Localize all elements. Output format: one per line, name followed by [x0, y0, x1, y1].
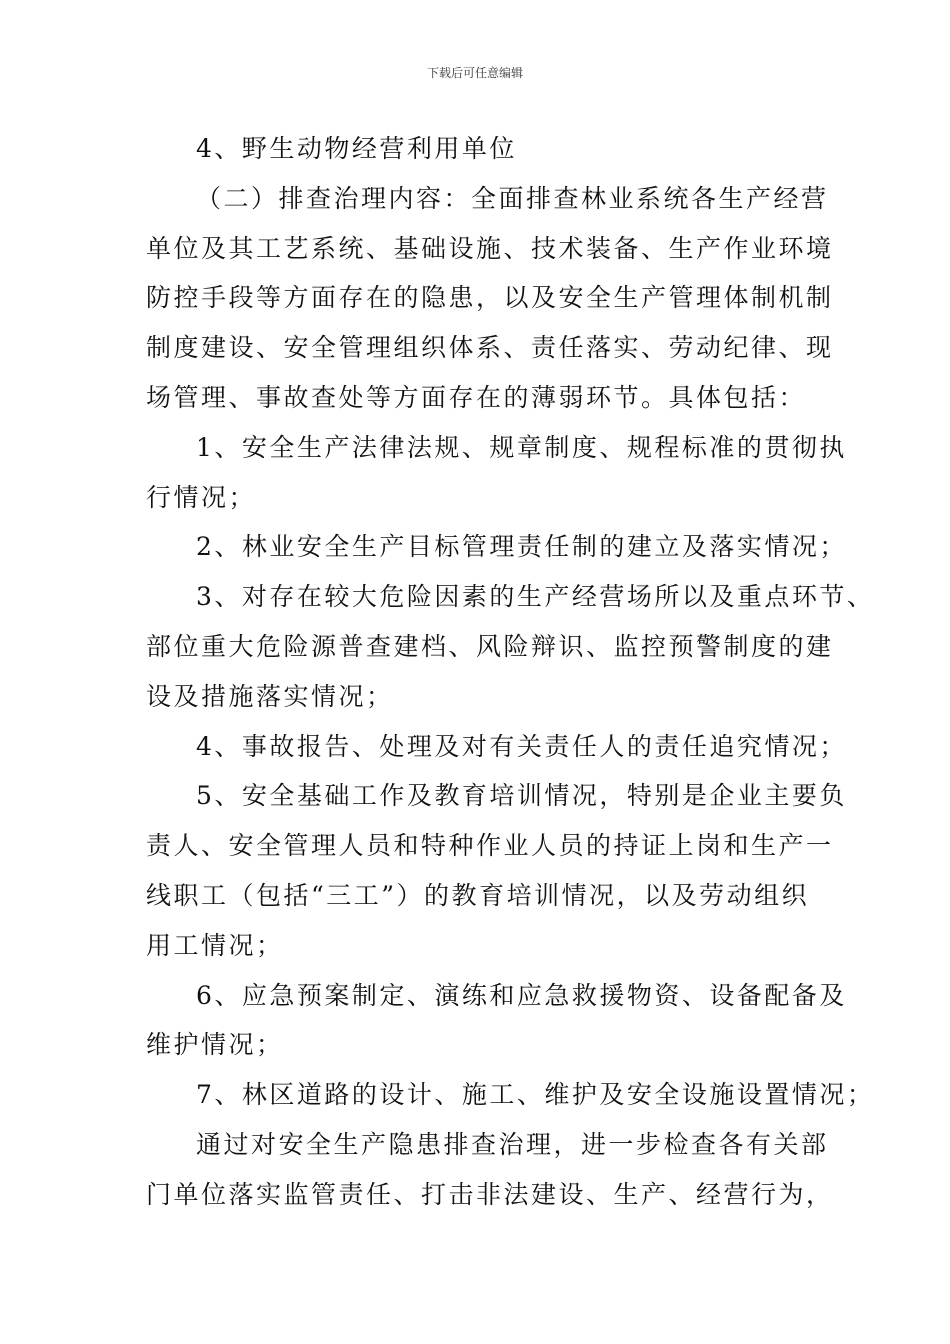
paragraph-line: 线职工（包括“三工”）的教育培训情况，以及劳动组织: [146, 880, 810, 910]
paragraph-line: 5、安全基础工作及教育培训情况，特别是企业主要负: [196, 781, 847, 811]
paragraph-line: 3、对存在较大危险因素的生产经营场所以及重点环节、: [196, 582, 875, 612]
paragraph-line: 1、安全生产法律法规、规章制度、规程标准的贯彻执: [196, 432, 847, 462]
paragraph-line: 2、林业安全生产目标管理责任制的建立及落实情况；: [196, 532, 847, 562]
paragraph-line: 单位及其工艺系统、基础设施、技术装备、生产作业环境: [146, 233, 834, 263]
paragraph-line: （二）排查治理内容：全面排查林业系统各生产经营: [196, 183, 829, 213]
page-header: 下载后可任意编辑: [426, 66, 523, 80]
paragraph-line: 制度建设、安全管理组织体系、责任落实、劳动纪律、现: [146, 333, 834, 363]
paragraph-line: 设及措施落实情况；: [146, 681, 394, 711]
paragraph-line: 用工情况；: [146, 930, 284, 960]
document-body: [146, 124, 875, 1220]
paragraph-line: 7、林区道路的设计、施工、维护及安全设施设置情况；: [196, 1080, 875, 1110]
paragraph-line: 4、事故报告、处理及对有关责任人的责任追究情况；: [196, 731, 847, 761]
paragraph-line: 6、应急预案制定、演练和应急救援物资、设备配备及: [196, 980, 847, 1010]
paragraph-line: 责人、安全管理人员和特种作业人员的持证上岗和生产一: [146, 831, 834, 861]
paragraph-line: 门单位落实监管责任、打击非法建设、生产、经营行为，: [146, 1179, 834, 1209]
paragraph-line: 场管理、事故查处等方面存在的薄弱环节。具体包括：: [146, 382, 807, 412]
paragraph-line: 通过对安全生产隐患排查治理，进一步检查各有关部: [196, 1129, 829, 1159]
paragraph-line: 防控手段等方面存在的隐患，以及安全生产管理体制机制: [146, 283, 834, 313]
paragraph-line: 行情况；: [146, 482, 257, 512]
paragraph-line: 4、野生动物经营利用单位: [196, 134, 517, 163]
paragraph-line: 部位重大危险源普查建档、风险辩识、监控预警制度的建: [146, 631, 834, 661]
paragraph-line: 维护情况；: [146, 1030, 284, 1060]
